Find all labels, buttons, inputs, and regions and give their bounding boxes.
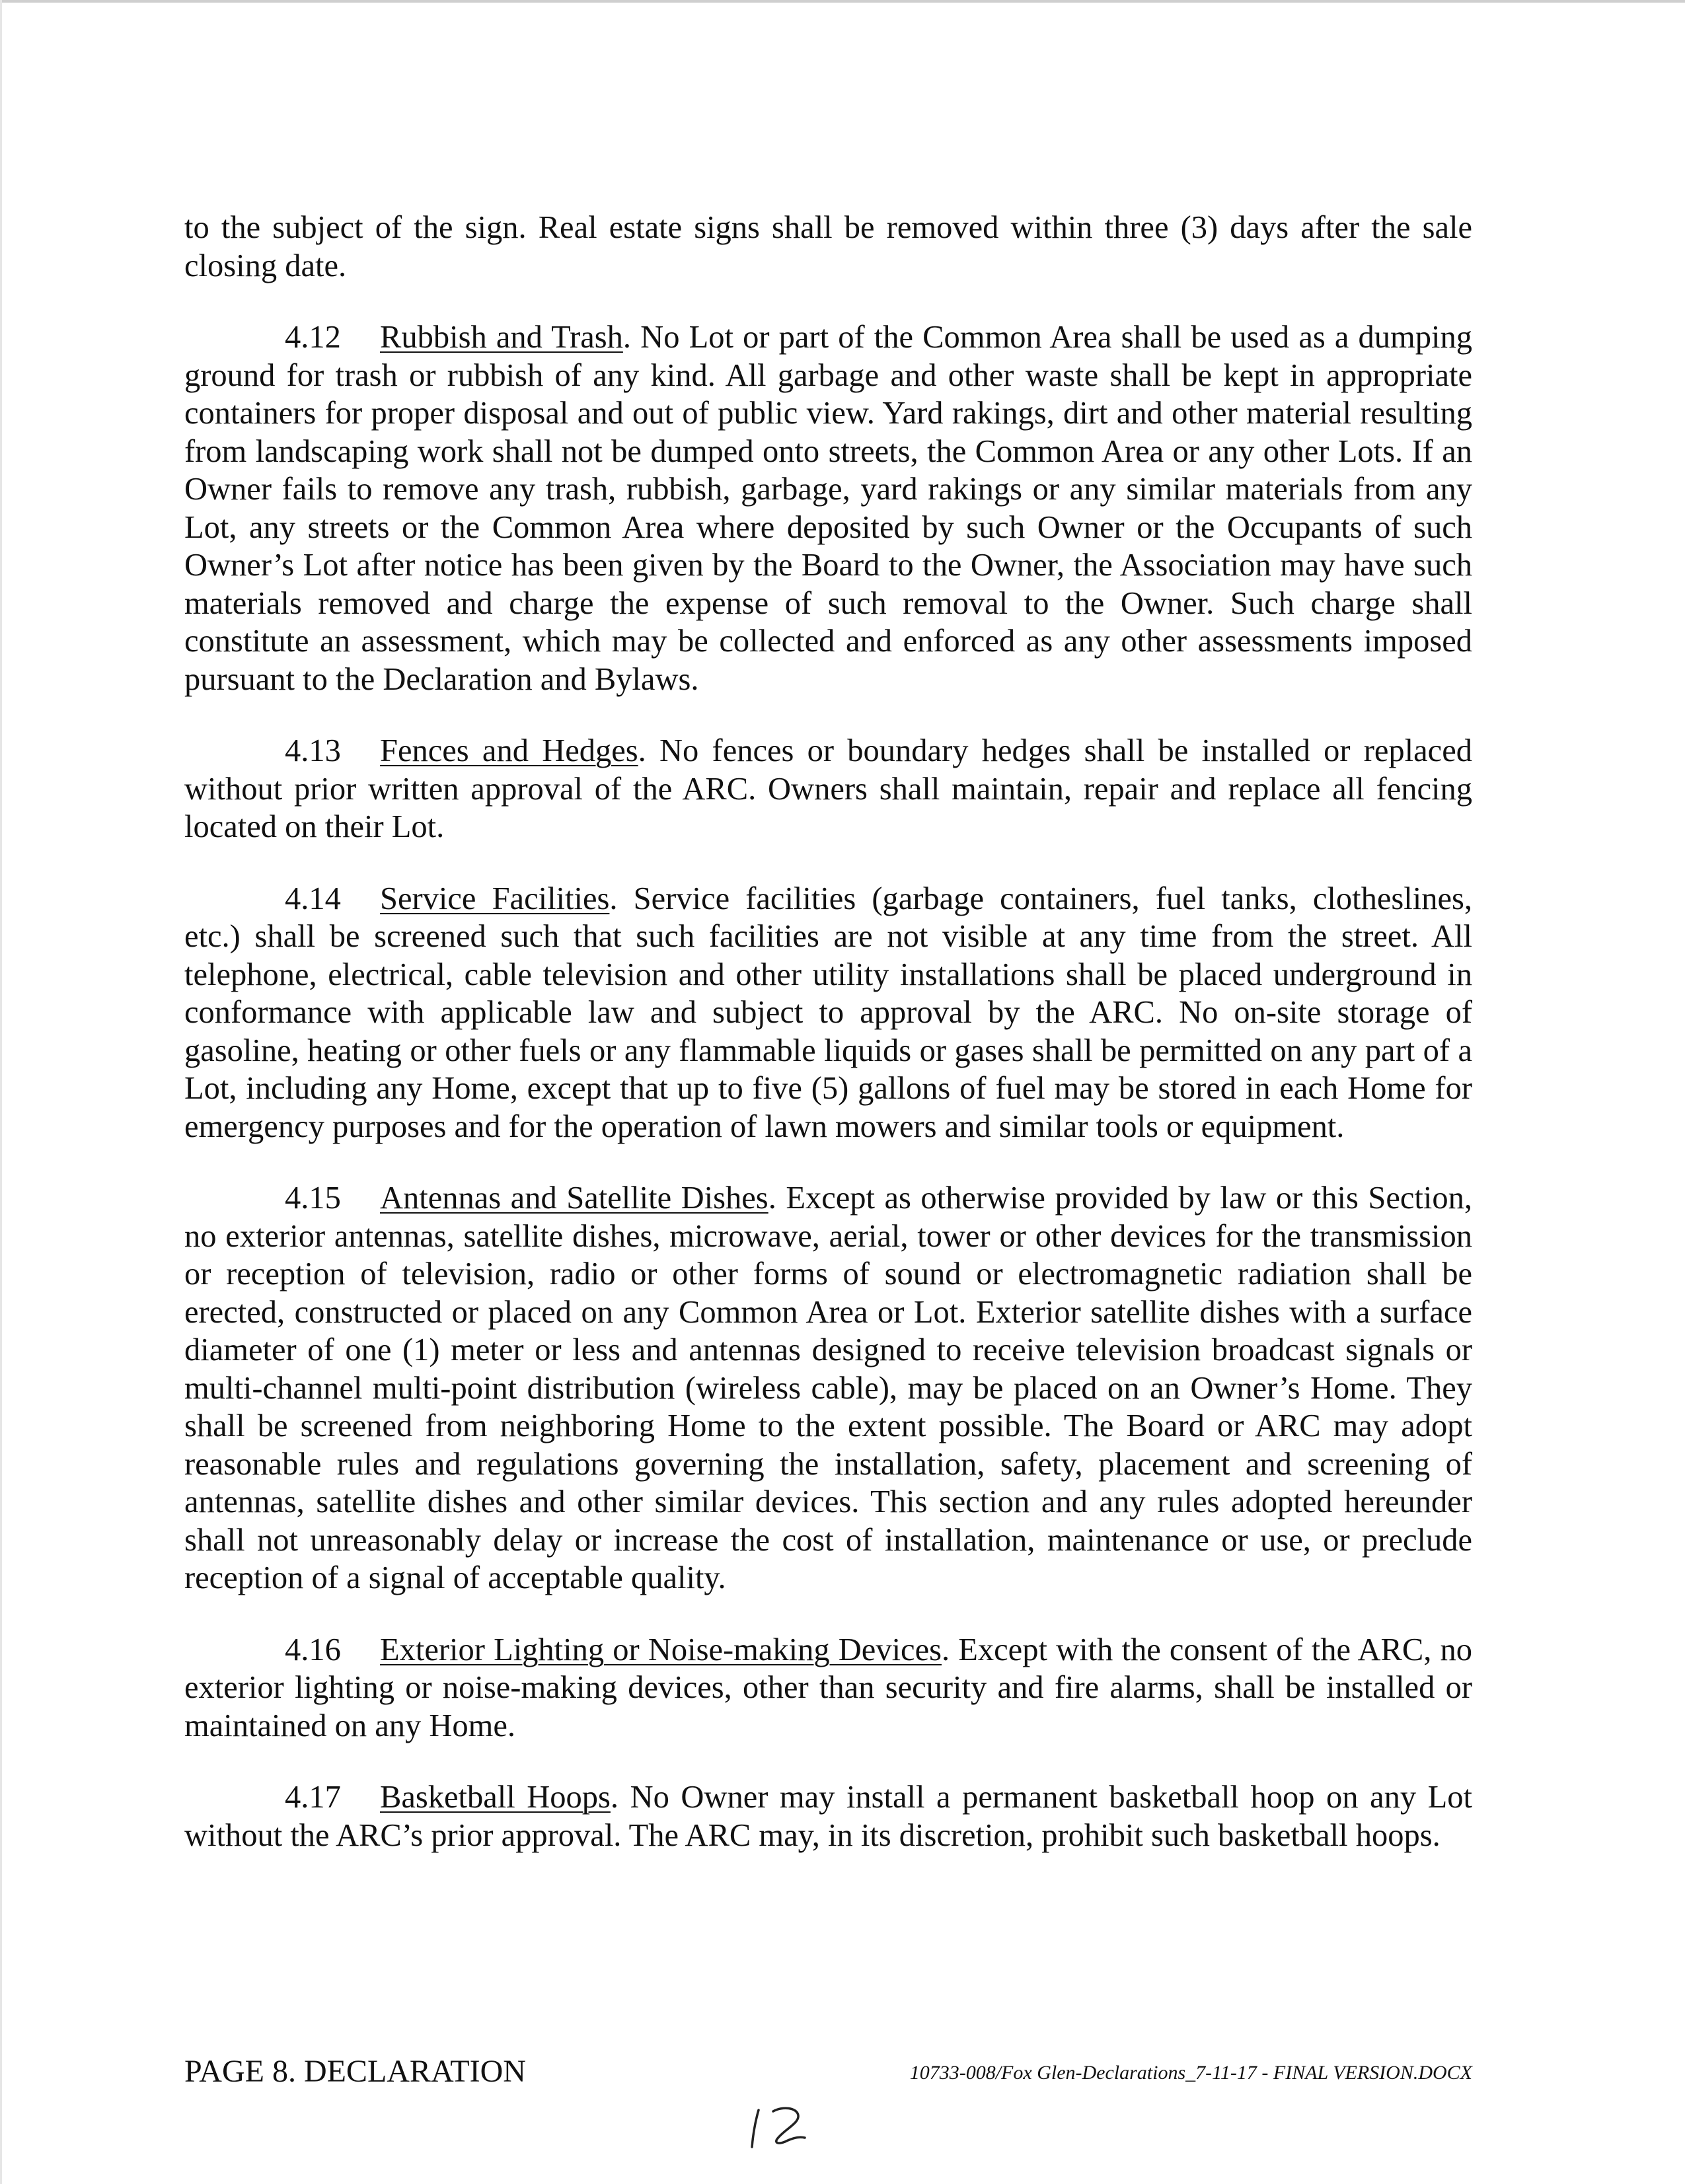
- section-number: 4.15: [285, 1181, 341, 1216]
- section-title: Exterior Lighting or Noise-making Devices: [380, 1632, 942, 1667]
- section-title: Fences and Hedges: [380, 733, 638, 768]
- section-body: . Except with the consent of the ARC, no exterior lighting or noise-making devices, other than security and fire alarms, shall be installed or maintained on any Home.: [184, 1632, 1472, 1743]
- section-body: . No fences or boundary hedges shall be installed or replaced without prior written approval of the ARC. Owners shall maintain, repair and replace all fencing located on their Lot.: [184, 733, 1472, 844]
- document-filename: 10733-008/Fox Glen-Declarations_7-11-17 - FINAL VERSION.DOCX: [909, 2062, 1472, 2084]
- section-body: . Service facilities (garbage containers, fuel tanks, clotheslines, etc.) shall be screened such that such facilities are not visible at any time from the street. All telephone, electrical, cable television and other utility installations shall be placed underground in conformance with applicable law and subject to approval by the ARC. No on-site storage of gasoline, heating or other fuels or any flammable liquids or gases shall be permitted on any part of a Lot, including any Home, except that up to five (5) gallons of fuel may be stored in each Home for emergency purposes and for the operation of lawn mowers and similar tools or equipment.: [184, 881, 1473, 1144]
- section-4-12: [184, 318, 1472, 698]
- section-title: Rubbish and Trash: [380, 320, 623, 355]
- section-number: 4.17: [285, 1780, 341, 1815]
- section-4-16: [184, 1631, 1472, 1745]
- section-title: Basketball Hoops: [380, 1780, 611, 1815]
- section-4-14: [184, 880, 1472, 1146]
- section-body: . Except as otherwise provided by law or this Section, no exterior antennas, satellite dishes, microwave, aerial, tower or other devices for the transmission or reception of television, radio or other forms of sound or electromagnetic radiation shall be erected, constructed or placed on any Common Area or Lot. Exterior satellite dishes with a surface diameter of one (1) meter or less and antennas designed to receive television broadcast signals or multi-channel multi-point distribution (wireless cable), may be placed on an Owner’s Home. They shall be screened from neighboring Home to the extent possible. The Board or ARC may adopt reasonable rules and regulations governing the installation, safety, placement and screening of antennas, satellite dishes and other similar devices. This section and any rules adopted hereunder shall not unreasonably delay or increase the cost of installation, maintenance or use, or preclude reception of a signal of acceptable quality.: [184, 1181, 1472, 1595]
- section-number: 4.14: [285, 881, 341, 916]
- section-number: 4.16: [285, 1632, 341, 1667]
- continuation-paragraph: to the subject of the sign. Real estate signs shall be removed within three (3) days after the sale closing date.: [184, 210, 1472, 283]
- page-footer-label: PAGE 8. DECLARATION: [184, 2054, 526, 2089]
- section-body: . No Lot or part of the Common Area shall be used as a dumping ground for trash or rubbish of any kind. All garbage and other waste shall be kept in appropriate containers for proper disposal and out of public view. Yard rakings, dirt and other material resulting from landscaping work shall not be dumped onto streets, the Common Area or any other Lots. If an Owner fails to remove any trash, rubbish, garbage, yard rakings or any similar materials from any Lot, any streets or the Common Area where deposited by such Owner or the Occupants of such Owner’s Lot after notice has been given by the Board to the Owner, the Association may have such materials removed and charge the expense of such removal to the Owner. Such charge shall constitute an assessment, which may be collected and enforced as any other assessments imposed pursuant to the Declaration and Bylaws.: [184, 320, 1473, 697]
- section-title: Service Facilities: [380, 881, 610, 916]
- section-number: 4.12: [285, 320, 341, 355]
- scan-left-edge: [0, 0, 2, 2184]
- section-body: . No Owner may install a permanent basketball hoop on any Lot without the ARC’s prior approval. The ARC may, in its discretion, prohibit such basketball hoops.: [184, 1780, 1472, 1853]
- document-body: [184, 209, 1472, 1888]
- scan-top-edge: [0, 0, 1685, 3]
- section-number: 4.13: [285, 733, 341, 768]
- section-4-15: [184, 1179, 1472, 1597]
- section-4-17: [184, 1778, 1472, 1854]
- handwritten-page-number: [744, 2101, 823, 2154]
- section-title: Antennas and Satellite Dishes: [380, 1181, 768, 1216]
- section-4-13: [184, 732, 1472, 846]
